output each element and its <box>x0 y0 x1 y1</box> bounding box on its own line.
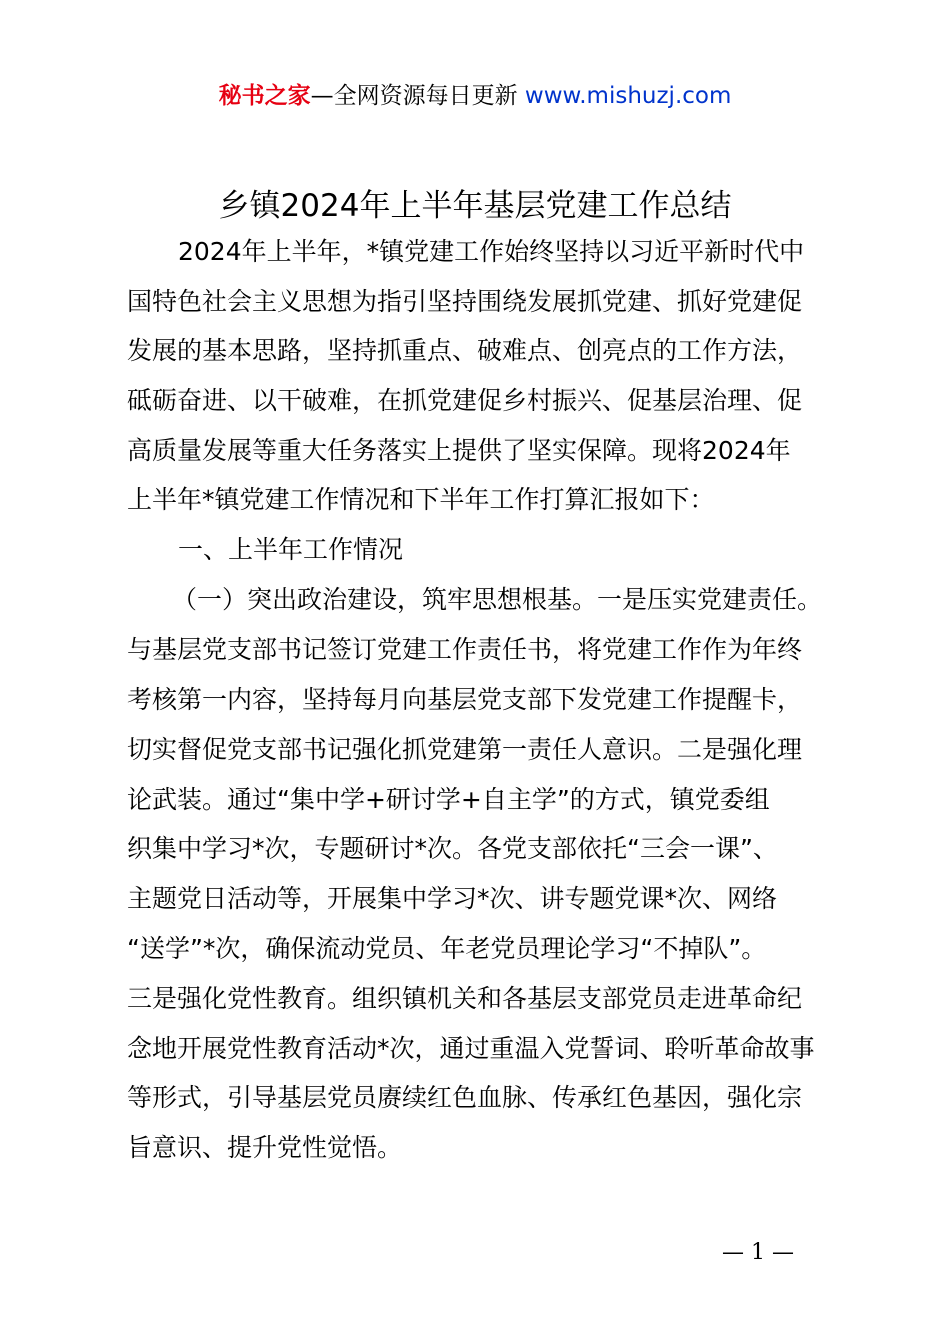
body-line: 三是强化党性教育。组织镇机关和各基层支部党员走进革命纪 <box>127 984 803 1013</box>
body-line: 主题党日活动等，开展集中学习*次、讲专题党课*次、网络 <box>127 884 778 913</box>
body-line: （一）突出政治建设，筑牢思想根基。一是压实党建责任。 <box>172 585 823 614</box>
body-line: 旨意识、提升党性觉悟。 <box>127 1133 403 1162</box>
brand-name: 秘书之家 <box>218 83 311 109</box>
body-line: 织集中学习*次，专题研讨*次。各党支部依托“三会一课”、 <box>127 834 778 863</box>
page-number: — 1 — <box>722 1240 794 1265</box>
document-title: 乡镇2024年上半年基层党建工作总结 <box>218 188 732 224</box>
site-url-link[interactable]: www.mishuzj.com <box>524 83 732 109</box>
body-line: 论武装。通过“集中学+研讨学+自主学”的方式，镇党委组 <box>127 785 770 814</box>
body-line: 与基层党支部书记签订党建工作责任书，将党建工作作为年终 <box>127 635 803 664</box>
body-line: 念地开展党性教育活动*次，通过重温入党誓词、聆听革命故事 <box>127 1034 815 1063</box>
section-heading: 一、上半年工作情况 <box>178 535 404 564</box>
body-line: 考核第一内容，坚持每月向基层党支部下发党建工作提醒卡， <box>127 685 803 714</box>
header-banner <box>0 78 950 114</box>
body-line: 切实督促党支部书记强化抓党建第一责任人意识。二是强化理 <box>127 735 803 764</box>
body-line: 高质量发展等重大任务落实上提供了坚实保障。现将2024年 <box>127 436 791 465</box>
body-line: 2024年上半年，*镇党建工作始终坚持以习近平新时代中 <box>178 237 805 266</box>
body-line: 等形式，引导基层党员赓续红色血脉、传承红色基因，强化宗 <box>127 1083 803 1112</box>
body-line: 砥砺奋进、以干破难，在抓党建促乡村振兴、促基层治理、促 <box>127 386 803 415</box>
body-line: 上半年*镇党建工作情况和下半年工作打算汇报如下： <box>127 485 715 514</box>
body-line: 发展的基本思路，坚持抓重点、破难点、创亮点的工作方法， <box>127 336 803 365</box>
body-line: 国特色社会主义思想为指引坚持围绕发展抓党建、抓好党建促 <box>127 287 803 316</box>
body-line: “送学”*次，确保流动党员、年老党员理论学习“不掉队”。 <box>127 934 767 963</box>
banner-tagline: —全网资源每日更新 <box>310 83 518 109</box>
